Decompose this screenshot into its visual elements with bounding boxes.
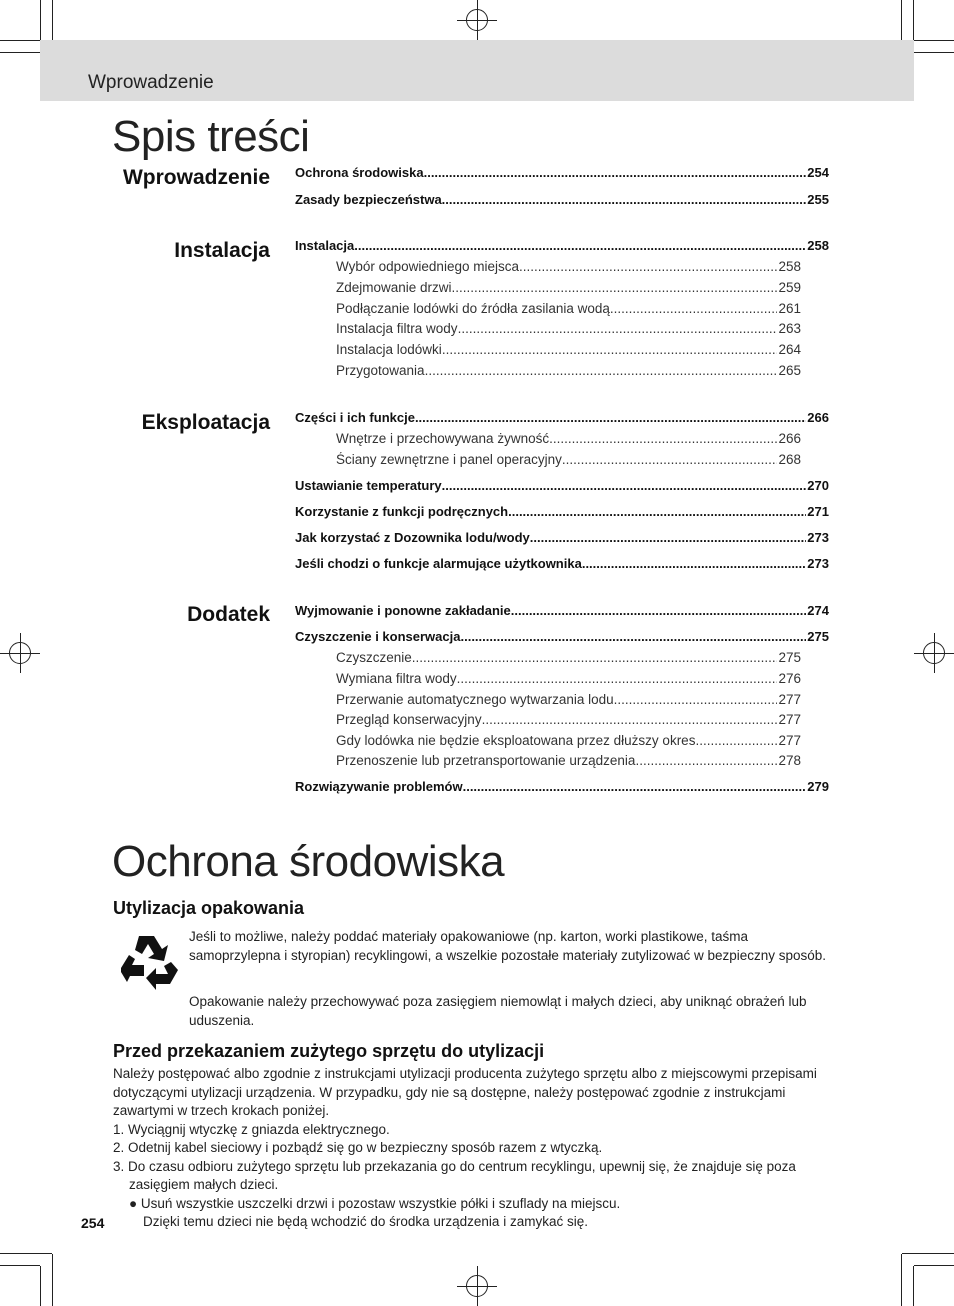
crop-mark xyxy=(901,1254,902,1306)
toc-subentry[interactable]: Ściany zewnętrzne i panel operacyjny ..... 268 xyxy=(336,452,801,467)
toc-entry[interactable]: Jeśli chodzi o funkcje alarmujące użytkownika ..... 273 xyxy=(295,556,829,571)
toc-subentry[interactable]: Przegląd konserwacyjny ..... 277 xyxy=(336,712,801,727)
packaging-heading: Utylizacja opakowania xyxy=(113,898,305,918)
toc-entry[interactable]: Ochrona środowiska ..... 254 xyxy=(295,165,829,180)
crop-mark xyxy=(902,1253,954,1254)
crop-mark xyxy=(913,0,914,40)
registration-mark-icon xyxy=(457,1266,497,1306)
toc-subentry[interactable]: Wnętrze i przechowywana żywność ..... 266 xyxy=(336,431,801,446)
toc-section-usage: Eksploatacja xyxy=(141,411,270,434)
disposal-step: zasięgiem małych dzieci. xyxy=(129,1177,279,1192)
toc-title: Spis treści xyxy=(112,112,310,161)
toc-subentry[interactable]: Przerwanie automatycznego wytwarzania lodu ..... 277 xyxy=(336,692,801,707)
crop-mark xyxy=(0,40,40,41)
toc-entry[interactable]: Czyszczenie i konserwacja ..... 275 xyxy=(295,629,829,644)
chapter-header-label: Wprowadzenie xyxy=(88,72,214,93)
toc-subentry[interactable]: Wybór odpowiedniego miejsca ..... 258 xyxy=(336,259,801,274)
disposal-intro: Należy postępować albo zgodnie z instrukcjami utylizacji producenta zużytego sprzętu albo z miejscowymi przepisami dotyczącymi utylizacji urządzenia. W przypadku, gdy nie są dostępne, należy postępować zgodnie z instrukcjami zawartymi w trzech krokach poniżej. xyxy=(113,1066,817,1118)
disposal-bullet: Dzięki temu dzieci nie będą wchodzić do środka urządzenia i zamykać się. xyxy=(143,1214,588,1229)
toc-subentry[interactable]: Podłączanie lodówki do źródła zasilania wodą ..... 261 xyxy=(336,301,801,316)
chapter-header xyxy=(40,40,914,101)
disposal-heading: Przed przekazaniem zużytego sprzętu do utylizacji xyxy=(113,1041,545,1061)
toc-subentry[interactable]: Wymiana filtra wody ..... 276 xyxy=(336,671,801,686)
toc-subentry[interactable]: Zdejmowanie drzwi ..... 259 xyxy=(336,280,801,295)
crop-mark xyxy=(914,40,954,41)
packaging-paragraph: Jeśli to możliwe, należy poddać materiały opakowaniowe (np. karton, worki plastikowe, taśma samoprzylepna i styropian) recyklingowi, a wszelkie pozostałe materiały zutylizować w bezpieczny sposób. xyxy=(189,929,827,963)
toc-subentry[interactable]: Gdy lodówka nie będzie eksploatowana przez dłuższy okres ..... 277 xyxy=(336,733,801,748)
toc-subentry[interactable]: Przenoszenie lub przetransportowanie urządzenia ..... 278 xyxy=(336,753,801,768)
crop-mark xyxy=(40,0,41,40)
environment-title: Ochrona środowiska xyxy=(112,837,505,886)
crop-mark xyxy=(40,1266,41,1306)
toc-subentry[interactable]: Czyszczenie ..... 275 xyxy=(336,650,801,665)
crop-mark xyxy=(913,1266,914,1306)
toc-entry[interactable]: Zasady bezpieczeństwa ..... 255 xyxy=(295,192,829,207)
packaging-paragraph: Opakowanie należy przechowywać poza zasięgiem niemowląt i małych dzieci, aby uniknąć obrażeń lub uduszenia. xyxy=(189,994,807,1028)
toc-entry[interactable]: Instalacja ..... 258 xyxy=(295,238,829,253)
toc-subentry[interactable]: Przygotowania ..... 265 xyxy=(336,363,801,378)
crop-mark xyxy=(0,1253,52,1254)
toc-subentry[interactable]: Instalacja filtra wody ..... 263 xyxy=(336,321,801,336)
toc-entry[interactable]: Ustawianie temperatury ..... 270 xyxy=(295,478,829,493)
crop-mark xyxy=(0,1265,40,1266)
crop-mark xyxy=(914,1265,954,1266)
registration-mark-icon xyxy=(0,633,40,673)
disposal-step: 1. Wyciągnij wtyczkę z gniazda elektrycznego. xyxy=(113,1122,390,1137)
toc-entry[interactable]: Wyjmowanie i ponowne zakładanie ..... 274 xyxy=(295,603,829,618)
crop-mark xyxy=(52,1254,53,1306)
toc-entry[interactable]: Części i ich funkcje ..... 266 xyxy=(295,410,829,425)
toc-subentry[interactable]: Instalacja lodówki ..... 264 xyxy=(336,342,801,357)
toc-entry[interactable]: Korzystanie z funkcji podręcznych ..... 271 xyxy=(295,504,829,519)
toc-section-install: Instalacja xyxy=(174,239,270,262)
disposal-step: 2. Odetnij kabel sieciowy i pozbądź się go w bezpieczny sposób razem z wtyczką. xyxy=(113,1140,603,1155)
toc-entry[interactable]: Jak korzystać z Dozownika lodu/wody ..... 273 xyxy=(295,530,829,545)
disposal-step: 3. Do czasu odbioru zużytego sprzętu lub przekazania go do centrum recyklingu, upewnij się, że znajduje się poza xyxy=(113,1159,796,1174)
registration-mark-icon xyxy=(914,633,954,673)
registration-mark-icon xyxy=(457,0,497,40)
disposal-bullet: ● Usuń wszystkie uszczelki drzwi i pozostaw wszystkie półki i szuflady na miejscu. xyxy=(129,1196,621,1211)
toc-section-intro: Wprowadzenie xyxy=(122,166,270,189)
toc-entry[interactable]: Rozwiązywanie problemów ..... 279 xyxy=(295,779,829,794)
toc-section-appendix: Dodatek xyxy=(187,603,270,626)
page-number: 254 xyxy=(81,1215,105,1231)
recycle-icon xyxy=(118,932,180,992)
